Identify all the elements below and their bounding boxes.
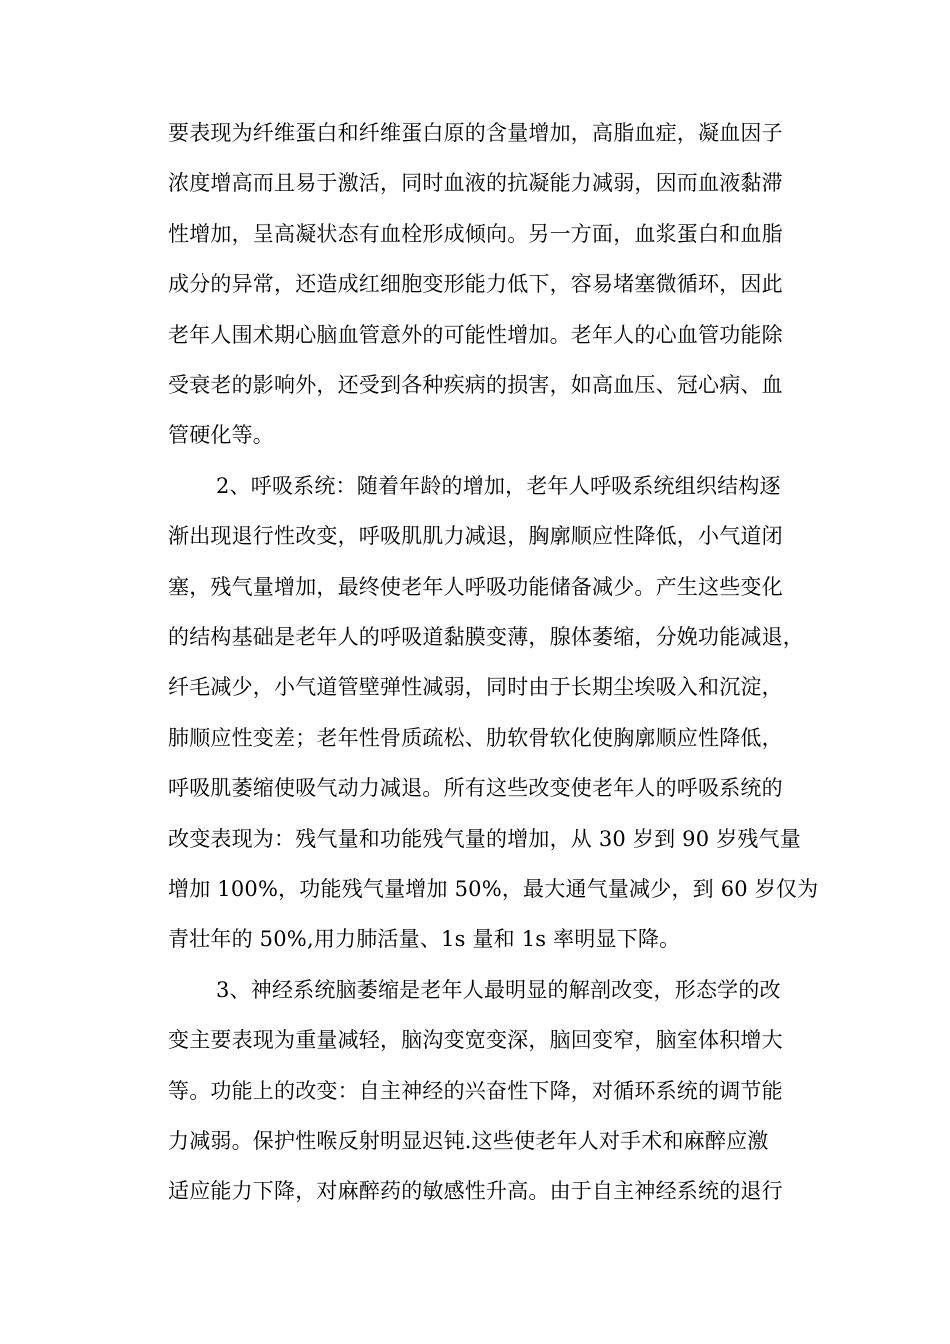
text-line: 老年人围术期心脑血管意外的可能性增加。老年人的心血管功能除 xyxy=(168,323,783,347)
text-line: 的结构基础是老年人的呼吸道黏膜变薄，腺体萎缩，分娩功能减退， xyxy=(168,625,804,649)
paragraph-respiratory-start: 2、呼吸系统：随着年龄的增加，老年人呼吸系统组织结构逐 xyxy=(216,474,781,498)
text-line: 受衰老的影响外，还受到各种疾病的损害，如高血压、冠心病、血 xyxy=(168,373,783,397)
text-line: 浓度增高而且易于激活，同时血液的抗凝能力减弱，因而血液黏滞 xyxy=(168,171,783,195)
text-line: 渐出现退行性改变，呼吸肌肌力减退，胸廓顺应性降低，小气道闭 xyxy=(168,524,783,548)
text-line: 等。功能上的改变：自主神经的兴奋性下降，对循环系统的调节能 xyxy=(168,1079,783,1103)
text-line: 塞，残气量增加，最终使老年人呼吸功能储备减少。产生这些变化 xyxy=(168,575,783,599)
text-line: 青壮年的 50%,用力肺活量、1s 量和 1s 率明显下降。 xyxy=(168,927,681,951)
text-line: 管硬化等。 xyxy=(168,423,274,447)
text-line: 肺顺应性变差；老年性骨质疏松、肋软骨软化使胸廓顺应性降低， xyxy=(168,726,783,750)
text-line: 性增加，呈高凝状态有血栓形成倾向。另一方面，血浆蛋白和血脂 xyxy=(168,222,783,246)
text-line: 纤毛减少，小气道管壁弹性减弱，同时由于长期尘埃吸入和沉淀， xyxy=(168,675,783,699)
text-line: 呼吸肌萎缩使吸气动力减退。所有这些改变使老年人的呼吸系统的 xyxy=(168,776,783,800)
text-line: 要表现为纤维蛋白和纤维蛋白原的含量增加，高脂血症，凝血因子 xyxy=(168,121,783,145)
text-line: 变主要表现为重量减轻，脑沟变宽变深，脑回变窄，脑室体积增大 xyxy=(168,1028,783,1052)
text-line: 改变表现为：残气量和功能残气量的增加，从 30 岁到 90 岁残气量 xyxy=(168,827,801,851)
text-line: 适应能力下降，对麻醉药的敏感性升高。由于自主神经系统的退行 xyxy=(168,1179,783,1203)
text-line: 力减弱。保护性喉反射明显迟钝.这些使老年人对手术和麻醉应激 xyxy=(168,1129,769,1153)
paragraph-nervous-start: 3、神经系统脑萎缩是老年人最明显的解剖改变，形态学的改 xyxy=(216,978,781,1002)
text-line: 增加 100%，功能残气量增加 50%，最大通气量减少，到 60 岁仅为 xyxy=(168,877,819,901)
text-line: 成分的异常，还造成红细胞变形能力低下，容易堵塞微循环，因此 xyxy=(168,272,783,296)
